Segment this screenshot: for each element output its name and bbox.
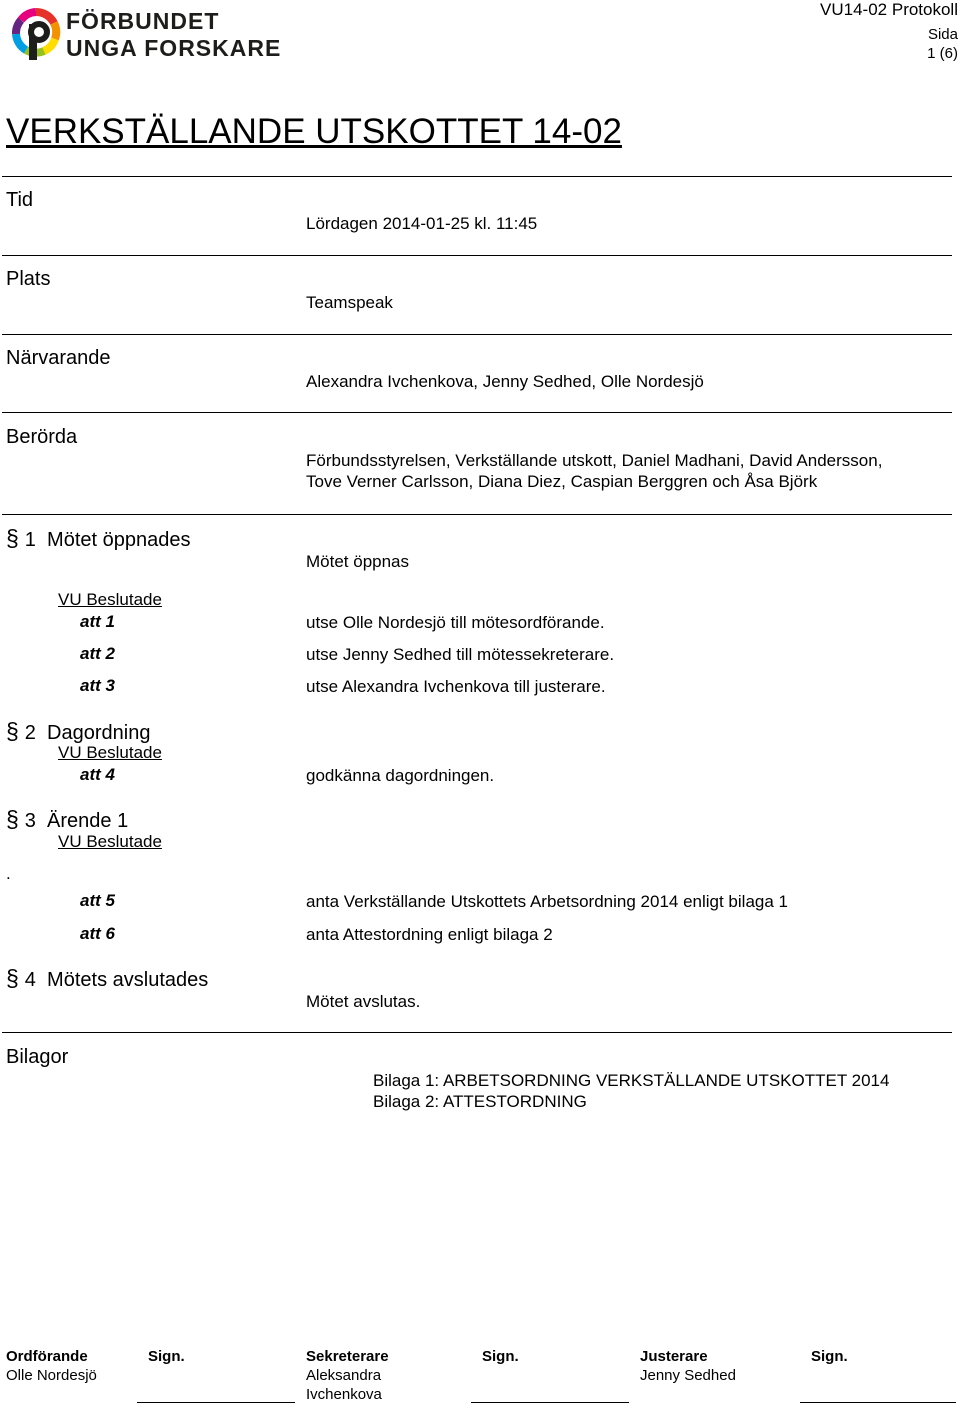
divider — [2, 255, 952, 256]
section-4-note: Mötet avslutas. — [306, 992, 421, 1011]
sig-sign-ordforande: Sign. — [148, 1348, 185, 1365]
sig-name-ordforande: Olle Nordesjö — [6, 1367, 97, 1384]
page-label: Sida — [927, 26, 958, 43]
paragraph-icon: § — [6, 718, 19, 744]
att-label: att 6 — [80, 924, 115, 943]
logo-mark-icon — [8, 6, 64, 62]
tid-label: Tid — [6, 189, 34, 211]
plats-label: Plats — [6, 268, 51, 290]
att-label: att 3 — [80, 676, 115, 695]
paragraph-icon: § — [6, 965, 19, 991]
divider — [2, 334, 952, 335]
section-number: 4 — [24, 969, 36, 991]
sig-name-sekreterare-2: Ivchenkova — [306, 1386, 382, 1403]
section-title: Mötets avslutades — [47, 969, 209, 991]
bilaga-item: Bilaga 2: ATTESTORDNING — [373, 1092, 587, 1111]
vu-beslutade: VU Beslutade — [58, 743, 162, 762]
logo-line1: FÖRBUNDET — [66, 8, 220, 34]
doc-ref: VU14-02 Protokoll — [820, 0, 958, 19]
att-label: att 5 — [80, 891, 115, 910]
att-label: att 1 — [80, 612, 115, 631]
paragraph-icon: § — [6, 525, 19, 551]
section-title: Mötet öppnades — [47, 529, 191, 551]
divider — [2, 412, 952, 413]
att-text: anta Verkställande Utskottets Arbetsordning 2014 enligt bilaga 1 — [306, 892, 788, 911]
bilaga-item: Bilaga 1: ARBETSORDNING VERKSTÄLLANDE UTSKOTTET 2014 — [373, 1071, 890, 1090]
berorda-label: Berörda — [6, 426, 78, 448]
berorda-value-line1: Förbundsstyrelsen, Verkställande utskott, Daniel Madhani, David Andersson, — [306, 451, 883, 470]
sig-sign-justerare: Sign. — [811, 1348, 848, 1365]
plats-value: Teamspeak — [306, 293, 393, 312]
bilagor-label: Bilagor — [6, 1046, 69, 1068]
sig-name-justerare: Jenny Sedhed — [640, 1367, 736, 1384]
stray-dot: . — [6, 864, 11, 883]
narvarande-value: Alexandra Ivchenkova, Jenny Sedhed, Olle Nordesjö — [306, 372, 704, 391]
att-text: utse Olle Nordesjö till mötesordförande. — [306, 613, 605, 632]
tid-value: Lördagen 2014-01-25 kl. 11:45 — [306, 214, 538, 233]
paragraph-icon: § — [6, 806, 19, 832]
section-2-heading — [6, 718, 150, 745]
page-number: 1 (6) — [927, 45, 958, 62]
logo — [8, 6, 282, 62]
divider — [2, 1032, 952, 1033]
berorda-value-line2: Tove Verner Carlsson, Diana Diez, Caspian Berggren och Åsa Björk — [306, 472, 818, 491]
section-number: 2 — [24, 722, 36, 744]
section-title: Ärende 1 — [47, 810, 129, 832]
vu-beslutade: VU Beslutade — [58, 832, 162, 851]
att-label: att 2 — [80, 644, 115, 663]
section-title: Dagordning — [47, 722, 151, 744]
divider — [2, 514, 952, 515]
logo-line2: UNGA FORSKARE — [66, 35, 282, 61]
divider — [2, 176, 952, 177]
sig-role-ordforande: Ordförande — [6, 1348, 88, 1365]
sig-role-justerare: Justerare — [640, 1348, 708, 1365]
sig-name-sekreterare-1: Aleksandra — [306, 1367, 382, 1384]
section-3-heading — [6, 806, 128, 833]
att-text: utse Alexandra Ivchenkova till justerare. — [306, 677, 606, 696]
section-4-heading — [6, 965, 208, 992]
att-label: att 4 — [80, 765, 115, 784]
section-number: 1 — [24, 529, 36, 551]
section-number: 3 — [24, 810, 36, 832]
page-title: VERKSTÄLLANDE UTSKOTTET 14-02 — [6, 112, 622, 151]
att-text: anta Attestordning enligt bilaga 2 — [306, 925, 553, 944]
signature-line — [800, 1402, 956, 1403]
signature-line — [137, 1402, 295, 1403]
vu-beslutade: VU Beslutade — [58, 590, 162, 609]
sig-role-sekreterare: Sekreterare — [306, 1348, 389, 1365]
section-1-heading — [6, 525, 190, 552]
att-text: godkänna dagordningen. — [306, 766, 495, 785]
sig-sign-sekreterare: Sign. — [482, 1348, 519, 1365]
signature-line — [471, 1402, 629, 1403]
att-text: utse Jenny Sedhed till mötessekreterare. — [306, 645, 615, 664]
narvarande-label: Närvarande — [6, 347, 111, 369]
section-1-note: Mötet öppnas — [306, 552, 410, 571]
